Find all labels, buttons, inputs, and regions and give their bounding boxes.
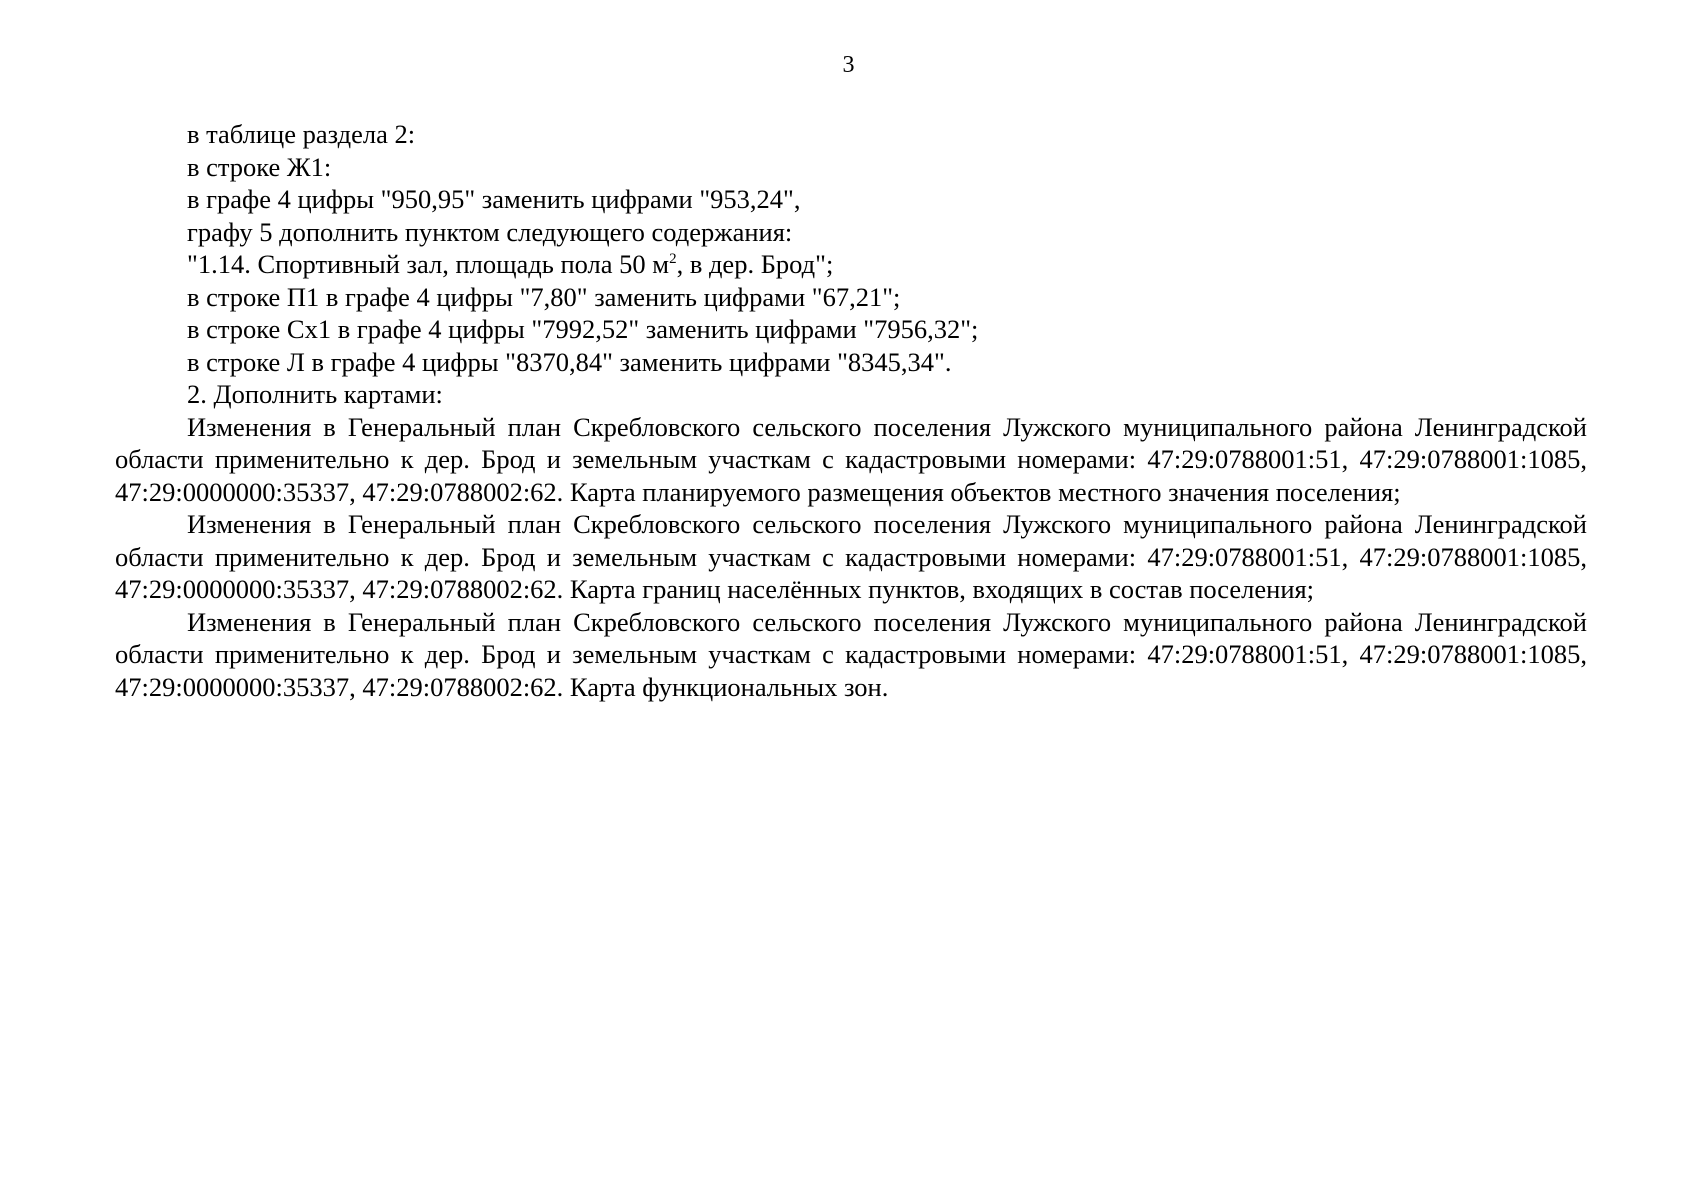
sports-hall-text: "1.14. Спортивный зал, площадь пола 50 м xyxy=(187,249,670,279)
text-line-column4-change: в графе 4 цифры "950,95" заменить цифрами "953,24", xyxy=(187,184,801,214)
text-line-row-zh1: в строке Ж1: xyxy=(187,151,332,182)
text-line-row-l: в строке Л в графе 4 цифры "8370,84" заменить цифрами "8345,34". xyxy=(187,346,952,377)
paragraph-map-settlement-borders: Изменения в Генеральный план Скребловского сельского поселения Лужского муниципального района Ленинградской области применительно к дер. Брод и земельным участкам с кадастровыми номерами: 47:29:0788001:51, 47:29:0788001:1085, 47:29:0000000:35337, 47:29:0788002:62. Карта границ населённых пунктов, входящих в состав поселения; xyxy=(115,509,1587,604)
square-superscript: 2 xyxy=(669,251,677,268)
paragraph-map-local-objects: Изменения в Генеральный план Скребловского сельского поселения Лужского муниципального района Ленинградской области применительно к дер. Брод и земельным участкам с кадастровыми номерами: 47:29:0788001:51, 47:29:0788001:1085, 47:29:0000000:35337, 47:29:0788002:62. Карта планируемого размещения объектов местного значения поселения; xyxy=(115,411,1587,507)
paragraph-map-functional-zones: Изменения в Генеральный план Скребловского сельского поселения Лужского муниципального района Ленинградской области применительно к дер. Брод и земельным участкам с кадастровыми номерами: 47:29:0788001:51, 47:29:0788001:1085, 47:29:0000000:35337, 47:29:0788002:62. Карта функциональных зон. xyxy=(115,606,1587,702)
text-line-column5-add: графу 5 дополнить пунктом следующего содержания: xyxy=(187,216,793,247)
document-body xyxy=(115,118,1587,703)
text-line-table-section: в таблице раздела 2: xyxy=(187,119,416,149)
text-line-sports-hall xyxy=(115,248,1587,281)
page-number: 3 xyxy=(842,52,855,78)
text-line-row-sx1: в строке Сх1 в графе 4 цифры "7992,52" заменить цифрами "7956,32"; xyxy=(187,314,979,344)
text-line-add-maps: 2. Дополнить картами: xyxy=(187,379,443,409)
text-line-row-p1: в строке П1 в графе 4 цифры "7,80" заменить цифрами "67,21"; xyxy=(187,281,901,312)
sports-hall-location: , в дер. Брод"; xyxy=(676,249,834,279)
